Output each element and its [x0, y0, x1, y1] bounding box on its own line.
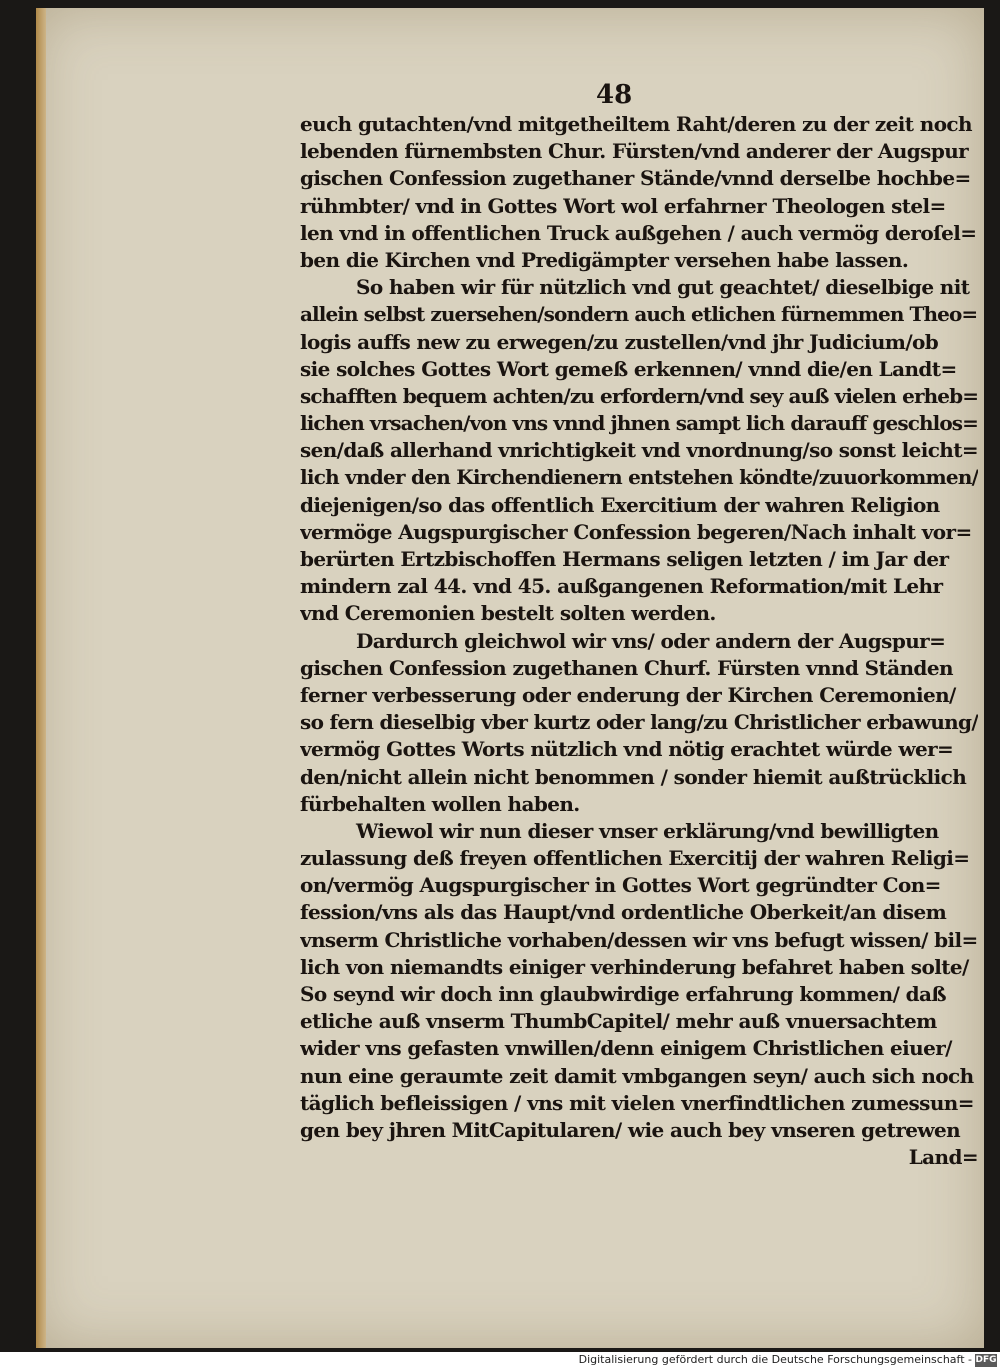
- text-line: nun eine geraumte zeit damit vmbgangen seyn/ auch sich noch: [300, 1063, 974, 1088]
- text-line: vnserm Christliche vorhaben/dessen wir vns befugt wissen/ bil=: [300, 927, 978, 952]
- text-line: diejenigen/so das offentlich Exercitium der wahren Religion: [300, 492, 940, 517]
- text-line: lebenden fürnembsten Chur. Fürsten/vnd anderer der Augspur: [300, 139, 969, 164]
- text-line: so fern dieselbig vber kurtz oder lang/zu Christlicher erbawung/: [300, 710, 978, 735]
- text-line: vermöge Augspurgischer Confession begeren/Nach inhalt vor=: [300, 519, 972, 544]
- text-line: berürten Ertzbischoffen Hermans seligen letzten / im Jar der: [300, 547, 949, 571]
- text-line: wider vns gefasten vnwillen/denn einigem Christlichen eiuer/: [300, 1036, 952, 1061]
- text-line: fürbehalten wollen haben.: [300, 791, 580, 816]
- text-line: So haben wir für nützlich vnd gut geachtet/ dieselbige nit: [356, 275, 970, 300]
- funding-credit: Digitalisierung gefördert durch die Deutsche Forschungsgemeinschaft -: [578, 1353, 972, 1366]
- text-line: ben die Kirchen vnd Predigämpter versehen habe lassen.: [300, 247, 909, 272]
- text-line: vermög Gottes Worts nützlich vnd nötig erachtet würde wer=: [300, 737, 954, 762]
- text-line: vnd Ceremonien bestelt solten werden.: [300, 601, 716, 626]
- text-line: Wiewol wir nun dieser vnser erklärung/vnd bewilligten: [356, 818, 939, 843]
- text-line: Dardurch gleichwol wir vns/ oder andern der Augspur=: [356, 628, 946, 653]
- text-line: mindern zal 44. vnd 45. außgangenen Reformation/mit Lehr: [300, 574, 943, 599]
- text-line: schafften bequem achten/zu erfordern/vnd sey auß vielen erheb=: [300, 383, 978, 408]
- page-number: 48: [596, 80, 633, 110]
- text-line: So seynd wir doch inn glaubwirdige erfahrung kommen/ daß: [300, 982, 947, 1006]
- catchword: Land=: [908, 1145, 978, 1170]
- text-line: gen bey jhren MitCapitularen/ wie auch bey vnseren getrewen: [300, 1117, 961, 1142]
- text-line: gischen Confession zugethanen Churf. Fürsten vnnd Ständen: [300, 655, 953, 680]
- text-line: lichen vrsachen/von vns vnnd jhnen sampt lich darauff geschlos=: [300, 411, 978, 436]
- text-line: euch gutachten/vnd mitgetheiltem Raht/deren zu der zeit noch: [300, 112, 972, 136]
- text-line: sen/daß allerhand vnrichtigkeit vnd vnordnung/so sonst leicht=: [300, 438, 978, 463]
- text-line: den/nicht allein nicht benommen / sonder hiemit außtrücklich: [300, 764, 967, 789]
- text-line: fession/vns als das Haupt/vnd ordentliche Oberkeit/an disem: [300, 900, 947, 925]
- text-line: zulassung deß freyen offentlichen Exercitij der wahren Religi=: [300, 846, 970, 871]
- text-line: gischen Confession zugethaner Stände/vnnd derselbe hochbe=: [300, 166, 971, 191]
- text-line: etliche auß vnserm ThumbCapitel/ mehr auß vnuersachtem: [300, 1009, 937, 1034]
- text-line: allein selbst zuersehen/sondern auch etlichen fürnemmen Theo=: [300, 302, 978, 327]
- text-line: len vnd in offentlichen Truck außgehen / auch vermög deroſel=: [300, 220, 977, 245]
- page-binding-edge: [36, 8, 46, 1348]
- text-line: täglich befleissigen / vns mit vielen vnerfindtlichen zumessun=: [300, 1090, 974, 1115]
- text-line: logis auffs new zu erwegen/zu zustellen/vnd jhr Judicium/ob: [300, 329, 939, 354]
- text-line: ferner verbesserung oder enderung der Kirchen Ceremonien/: [300, 682, 956, 707]
- text-line: on/vermög Augspurgischer in Gottes Wort gegründter Con=: [300, 873, 941, 898]
- body-text: [300, 111, 978, 1171]
- text-line: lich vnder den Kirchendienern entstehen köndte/zuuorkommen/: [300, 465, 978, 490]
- text-line: lich von niemandts einiger verhinderung befahret haben solte/: [300, 954, 969, 979]
- text-line: rühmbter/ vnd in Gottes Wort wol erfahrner Theologen stel=: [300, 193, 946, 218]
- text-line: sie solches Gottes Wort gemeß erkennen/ vnnd die/en Landt=: [300, 356, 957, 381]
- dfg-logo: DFG: [975, 1355, 997, 1365]
